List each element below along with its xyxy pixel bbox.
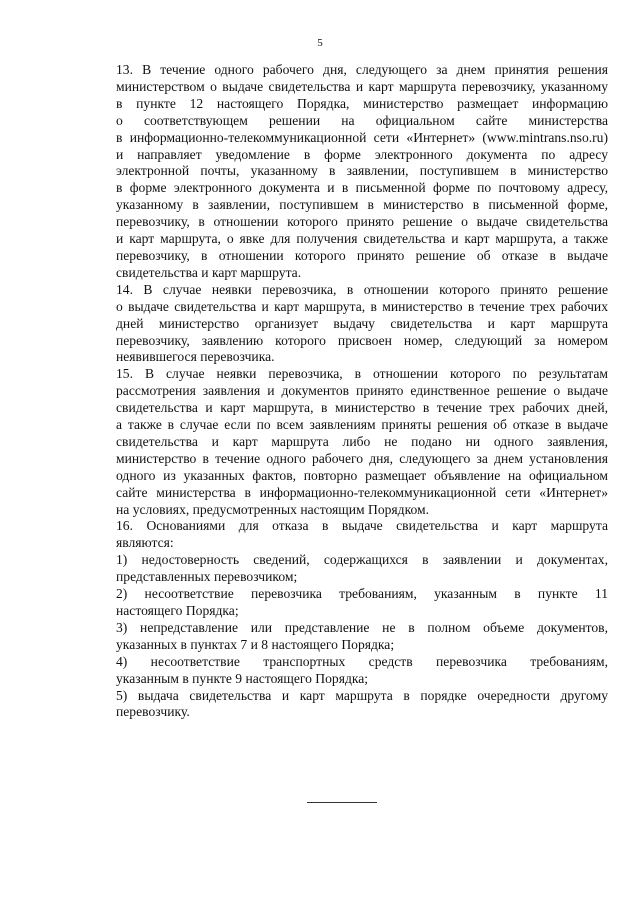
text-line: представленных перевозчиком; [116, 569, 298, 585]
text-line: и карт маршрута, о явке для получения свидетельства и карт маршрута, а также [116, 231, 608, 247]
text-line: электронной почты, указанному в заявлении, поступившем в министерство [116, 163, 608, 179]
text-line: перевозчику, заявлению которого присвоен номер, следующий за номером [116, 332, 608, 348]
text-line: на условиях, предусмотренных настоящим Порядком. [116, 501, 430, 517]
text-line: и направляет уведомление в форме электронного документа по адресу [116, 146, 608, 162]
text-line: 5) выдача свидетельства и карт маршрута в порядке очередности другому [116, 687, 608, 703]
paragraph [80, 688, 608, 722]
paragraph [80, 654, 608, 688]
text-line: 13. В течение одного рабочего дня, следующего за днем принятия решения [116, 62, 608, 77]
text-line: о выдаче свидетельства и карт маршрута, в министерство в течение трех рабочих [116, 298, 608, 314]
text-line: указанных в пунктах 7 и 8 настоящего Порядка; [116, 636, 395, 652]
text-line: сайте министерства в информационно-телекоммуникационной сети «Интернет» [116, 484, 608, 500]
text-line: о соответствующем решении на официальном сайте министерства [116, 112, 608, 128]
paragraph [80, 62, 608, 282]
document-body [80, 62, 608, 721]
text-line: перевозчику, в отношении которого принято решение о выдаче свидетельства [116, 214, 608, 230]
text-line: неявившегося перевозчика. [116, 349, 275, 365]
text-line: свидетельства и карт маршрута. [116, 264, 302, 280]
text-line: свидетельства и карт маршрута либо не подано ни одного заявления, [116, 433, 608, 449]
text-line: министерством о выдаче свидетельства и карт маршрута перевозчику, указанному [116, 78, 608, 94]
text-line: в форме электронного документа и в письменной форме по почтовому адресу, [116, 180, 608, 196]
text-line: 2) несоответствие перевозчика требованиям, указанным в пункте 11 [116, 586, 608, 602]
text-line: 14. В случае неявки перевозчика, в отношении которого принято решение [116, 281, 608, 297]
text-line: 3) непредставление или представление не в полном объеме документов, [116, 619, 608, 635]
text-line: министерство в течение одного рабочего дня, следующего за днем установления [116, 450, 608, 466]
text-line: 1) недостоверность сведений, содержащихся в заявлении и документах, [116, 552, 608, 568]
text-line: указанному в заявлении, поступившем в министерство в письменной форме, [116, 197, 608, 213]
text-line: перевозчику, в отношении которого принято решение об отказе в выдаче [116, 247, 608, 263]
text-line: в информационно-телекоммуникационной сети «Интернет» (www.mintrans.nso.ru) [116, 129, 608, 145]
paragraph [80, 552, 608, 586]
text-line: 16. Основаниями для отказа в выдаче свидетельства и карт маршрута [116, 518, 608, 534]
text-line: 4) несоответствие транспортных средств перевозчика требованиям, [116, 653, 608, 669]
text-line: в пункте 12 настоящего Порядка, министерство размещает информацию [116, 95, 608, 111]
paragraph [80, 366, 608, 518]
text-line: дней министерство организует выдачу свидетельства и карт маршрута [116, 315, 608, 331]
text-line: рассмотрения заявления и документов принято единственное решение о выдаче [116, 383, 608, 399]
paragraph [80, 586, 608, 620]
text-line: настоящего Порядка; [116, 603, 239, 618]
text-line: а также в случае если по всем заявлениям приняты решения об отказе в выдаче [116, 417, 608, 433]
paragraph [80, 282, 608, 367]
text-line: указанным в пункте 9 настоящего Порядка; [116, 670, 369, 686]
paragraph [80, 518, 608, 552]
text-line: одного из указанных фактов, повторно размещает объявление на официальном [116, 467, 608, 483]
text-line: являются: [116, 535, 174, 551]
paragraph [80, 620, 608, 654]
text-line: свидетельства и карт маршрута, в министерство в течение трех рабочих дней, [116, 400, 608, 416]
page-number: 5 [317, 37, 323, 49]
end-separator-line [307, 802, 377, 803]
text-line: перевозчику. [116, 704, 190, 720]
text-line: 15. В случае неявки перевозчика, в отношении которого по результатам [116, 366, 608, 382]
